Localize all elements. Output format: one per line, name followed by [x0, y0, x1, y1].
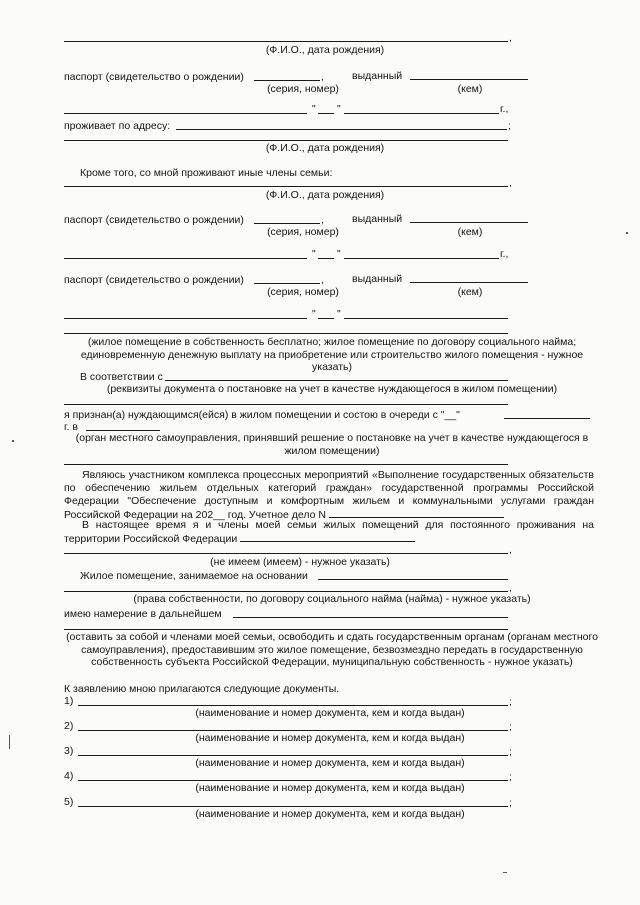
- doc-number-5: 5): [64, 796, 74, 808]
- doc-hint-4: (наименование и номер документа, кем и когда выдан): [195, 782, 465, 794]
- doc-hint-3: (наименование и номер документа, кем и когда выдан): [195, 757, 465, 769]
- passport-series-line-3: [254, 283, 320, 284]
- comma-mark: ,: [509, 32, 512, 44]
- doc-line-4: [78, 780, 508, 781]
- issued-by-line-3: [410, 282, 528, 283]
- doc-number-2: 2): [64, 720, 74, 732]
- by-whom-hint-2: (кем): [457, 226, 483, 238]
- fio-hint-1: (Ф.И.О., дата рождения): [265, 44, 385, 56]
- issue-month-line-3: [344, 318, 508, 319]
- doc-hint-1: (наименование и номер документа, кем и когда выдан): [195, 707, 465, 719]
- fio-hint-3: (Ф.И.О., дата рождения): [265, 189, 385, 201]
- issue-place-line-2: [64, 258, 307, 259]
- doc-hint-2: (наименование и номер документа, кем и когда выдан): [195, 732, 465, 744]
- doc-line-3: [78, 755, 508, 756]
- doc-number-3: 3): [64, 745, 74, 757]
- family-intro: Кроме того, со мной проживают иные члены семьи:: [80, 167, 333, 179]
- authority-line-2: [64, 464, 508, 465]
- current-time-paragraph: В настоящее время я и члены моей семьи жилых помещений для постоянного проживания на территории Российской Федерации: [64, 519, 594, 545]
- issue-place-line-1: [64, 113, 307, 114]
- intent-hint: (оставить за собой и членами моей семьи, освободить и сдать государственным органам (органам местного самоуправления), предоставившим это жилое помещение, безвозмездно передать в государственную собственность субъекта Российской Федерации, муниципальную собственность - нужное указать): [66, 631, 598, 668]
- issue-day-line-2: [318, 258, 334, 259]
- series-hint-1: (серия, номер): [267, 83, 339, 95]
- passport-series-line-2: [254, 223, 320, 224]
- fio-hint-2: (Ф.И.О., дата рождения): [265, 142, 385, 154]
- issue-month-line-1: [344, 113, 499, 114]
- scan-speck: [626, 232, 628, 234]
- application-form-page: , (Ф.И.О., дата рождения) паспорт (свидетельство о рождении) , выданный (серия, номер) (кем) " " г., проживает по адресу: ; (Ф.И.О., дата рождения) Кроме того, со мной проживают иные члены семьи: , (Ф.И.О., дата рождения) паспорт (свидетельство о рождении) , выданный (серия, номер) (кем) " " г., паспорт (свидетельство о рождении) , выданный (серия, номер) (кем) " " (жилое помещение в собственность бесплатно; жилое помещение по договору социального найма; единовременную денежную выплату на приобретение или строительство жилого помещения - нужное указать) В соответствии с (реквизиты документа о постановке на учет в качестве нуждающегося в жилом помещении) я признан(а) нуждающимся(ейся) в жилом помещении и состою в очереди с "__" г. в (орган местного самоуправления, принявший решение о постановке на учет в качестве нуждающегося в жилом помещении) Являюсь участником комплекса процессных мероприятий «Выполнение государственных обязательств по обеспечению жильем отдельных категорий граждан» государственной программы Российской Федерации "Обеспечение доступным и комфортным жильем и коммунальными услугами граждан Российской Федерации на 202__ год. Учетное дело N В настоящее время я и члены моей семьи жилых помещений для постоянного проживания на территории Российской Федерации , (не имеем (имеем) - нужное указать) Жилое помещение, занимаемое на основании , (права собственности, по договору социального найма (найма) - нужное указать) имею намерение в дальнейшем (оставить за собой и членами моей семьи, освободить и сдать государственным органам (органам местного самоуправления), предоставившим это жилое помещение, безвозмездно передать в государственную собственность субъекта Российской Федерации, муниципальную собственность - нужное указать) К заявлению мною прилагаются следующие документы. 1) ; (наименование и номер документа, кем и когда выдан) 2) ; (наименование и номер документа, кем и когда выдан) 3) ; (наименование и номер документа, кем и когда выдан) 4) ; (наименование и номер документа, кем и когда выдан) 5) ; (наименование и номер документа, кем и когда выдан): [0, 0, 640, 905]
- doc-line-5: [78, 806, 508, 807]
- authority-hint: (орган местного самоуправления, принявший решение о постановке на учет в качестве нуждающегося в жилом помещении): [75, 432, 589, 457]
- accordance-line: [165, 380, 508, 381]
- issue-day-line-3: [318, 318, 334, 319]
- series-hint-3: (серия, номер): [267, 286, 339, 298]
- occupied-line: [318, 579, 508, 580]
- doc-line-1: [78, 705, 508, 706]
- territory-line: [240, 532, 415, 542]
- passport-series-line-1: [254, 80, 320, 81]
- housing-line: [64, 333, 508, 334]
- accordance-line-2: [64, 404, 508, 405]
- by-whom-hint-1: (кем): [457, 83, 483, 95]
- issued-by-line-1: [410, 79, 528, 80]
- series-hint-2: (серия, номер): [267, 226, 339, 238]
- issue-month-line-2: [344, 258, 499, 259]
- ownership-hint: (права собственности, по договору социального найма (найма) - нужное указать): [133, 593, 531, 605]
- address-line-1: [176, 129, 507, 130]
- recognized-text: я признан(а) нуждающимся(ейся) в жилом помещении и состою в очереди с "__": [64, 409, 460, 421]
- issued-by-line-2: [410, 222, 528, 223]
- fio-line-3: [64, 186, 508, 187]
- occupied-line-2: [64, 591, 508, 592]
- case-number-line: [329, 508, 504, 518]
- fio-line-1: [64, 41, 508, 42]
- intent-line: [233, 617, 508, 618]
- issued-label-2: выданный: [352, 213, 403, 225]
- intent-label: имею намерение в дальнейшем: [64, 608, 222, 620]
- passport-label-2: паспорт (свидетельство о рождении): [64, 214, 244, 226]
- intent-line-2: [64, 629, 508, 630]
- attach-intro: К заявлению мною прилагаются следующие документы.: [64, 683, 340, 695]
- g-v-label: г. в: [64, 421, 78, 433]
- queue-date-line: [504, 418, 590, 419]
- occupied-label: Жилое помещение, занимаемое на основании: [80, 570, 308, 582]
- scan-speck: [12, 440, 14, 442]
- issued-label-3: выданный: [352, 273, 403, 285]
- doc-line-2: [78, 730, 508, 731]
- scan-speck: [503, 872, 507, 873]
- have-hint: (не имеем (имеем) - нужное указать): [210, 556, 390, 568]
- have-line: [64, 553, 508, 554]
- doc-number-4: 4): [64, 770, 74, 782]
- passport-label-1: паспорт (свидетельство о рождении): [64, 71, 244, 83]
- issue-day-line-1: [318, 113, 334, 114]
- doc-hint-5: (наименование и номер документа, кем и когда выдан): [195, 808, 465, 820]
- by-whom-hint-3: (кем): [457, 286, 483, 298]
- scan-speck: [9, 735, 10, 749]
- accordance-hint: (реквизиты документа о постановке на учет в качестве нуждающегося в жилом помещении): [106, 383, 558, 395]
- participant-paragraph: Являюсь участником комплекса процессных мероприятий «Выполнение государственных обязательств по обеспечению жильем отдельных категорий граждан» государственной программы Российской Федерации "Обеспечение доступным и комфортным жильем и коммунальными услугами граждан Российской Федерации на 202__ год. Учетное дело N: [64, 469, 594, 521]
- issued-label-1: выданный: [352, 70, 403, 82]
- housing-options-hint: (жилое помещение в собственность бесплатно; жилое помещение по договору социального найма; единовременную денежную выплату на приобретение или строительство жилого помещения - нужное указать): [80, 336, 584, 373]
- residence-label: проживает по адресу:: [64, 120, 171, 132]
- authority-line: [86, 430, 160, 431]
- accordance-label: В соответствии с: [80, 371, 163, 383]
- fio-line-2: [64, 140, 508, 141]
- issue-place-line-3: [64, 318, 307, 319]
- passport-label-3: паспорт (свидетельство о рождении): [64, 274, 244, 286]
- doc-number-1: 1): [64, 695, 74, 707]
